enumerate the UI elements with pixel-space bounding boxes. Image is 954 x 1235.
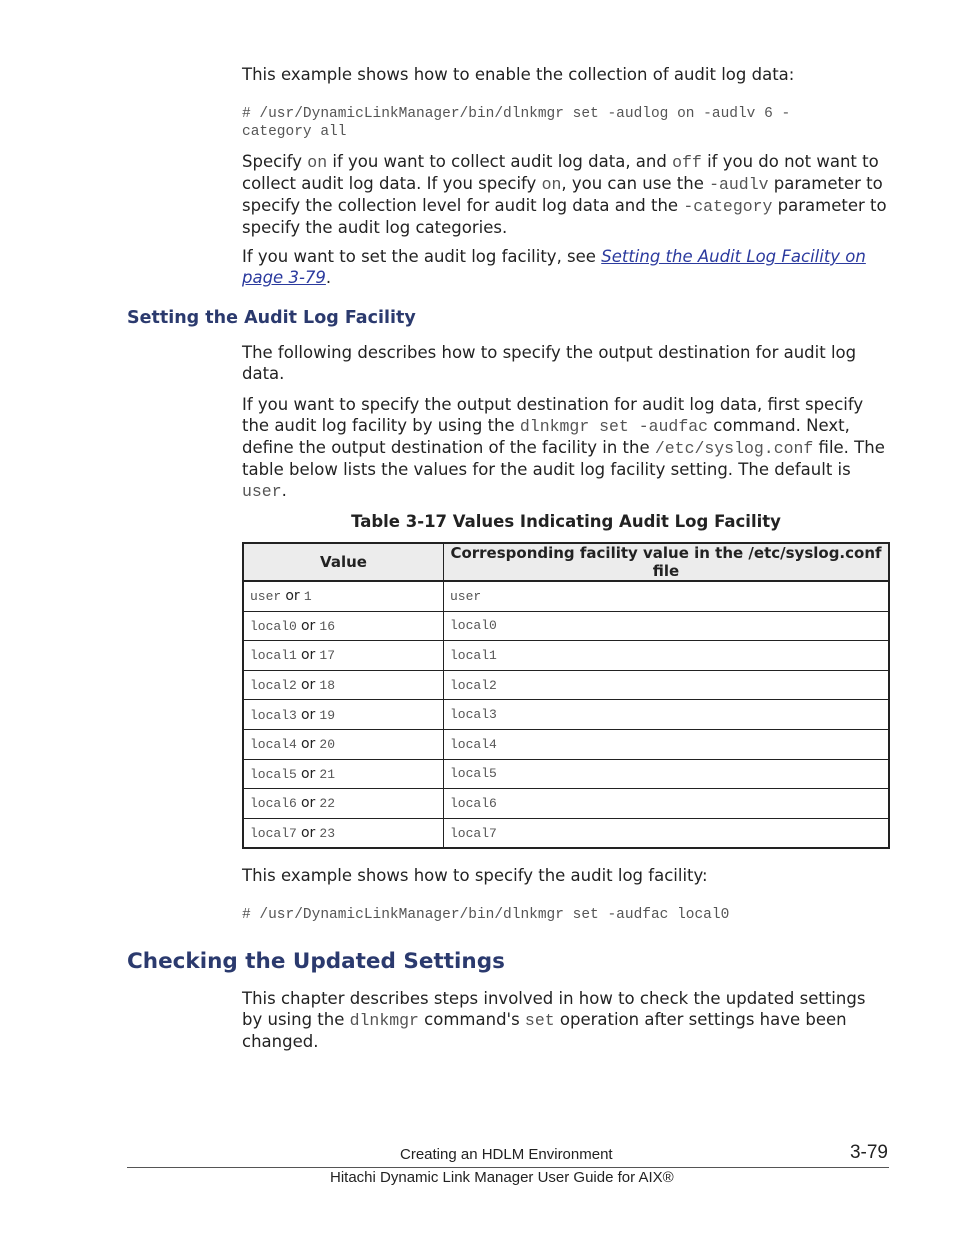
value-cell xyxy=(243,759,444,789)
text: command. Next, define the output destination of the facility in the xyxy=(242,416,850,457)
text: If you want to specify the output destination for audit log data, first specify the audit log facility by using the xyxy=(242,395,864,435)
facility-table xyxy=(242,542,890,849)
value-cell xyxy=(243,818,444,848)
text: parameter to specify the collection level for audit log data and the xyxy=(242,174,883,215)
footer-guide-title: Hitachi Dynamic Link Manager User Guide for AIX® xyxy=(330,1169,674,1186)
value-number: 23 xyxy=(319,826,336,842)
facility-value: user xyxy=(450,588,482,604)
text: file. The table below lists the values for the audit log facility setting. The default is xyxy=(242,438,885,479)
or-word: or xyxy=(300,706,316,723)
facility-reference-paragraph xyxy=(242,246,890,288)
facility-cell xyxy=(444,789,890,819)
facility-value: local1 xyxy=(450,647,497,663)
facility-para-1: The following describes how to specify the output destination for audit log data. xyxy=(242,343,857,383)
text: command's xyxy=(418,1010,525,1029)
facility-cell xyxy=(444,759,890,789)
value-cell xyxy=(243,789,444,819)
value-cell xyxy=(243,611,444,641)
facility-value: local3 xyxy=(450,707,497,723)
facility-cell xyxy=(444,700,890,730)
or-word: or xyxy=(285,588,300,605)
page-number: 3-79 xyxy=(849,1142,888,1163)
section-heading-audit-log-facility: Setting the Audit Log Facility xyxy=(127,308,416,328)
table-row xyxy=(243,789,889,819)
facility-value: local0 xyxy=(450,618,497,634)
facility-cell xyxy=(444,670,890,700)
table-header-row xyxy=(243,543,889,581)
value-number: 20 xyxy=(319,737,336,753)
text: parameter to specify the audit log categories. xyxy=(242,196,887,237)
table-caption: Table 3-17 Values Indicating Audit Log Facility xyxy=(351,512,781,531)
facility-value: local6 xyxy=(450,795,497,811)
column-header-facility: Corresponding facility value in the /etc/syslog.conf file xyxy=(444,543,890,581)
value-cell xyxy=(243,729,444,759)
value-name: local1 xyxy=(250,648,297,664)
facility-cell xyxy=(444,641,890,671)
value-cell xyxy=(243,641,444,671)
value-cell xyxy=(243,670,444,700)
value-name: local5 xyxy=(250,766,297,782)
code-user: user xyxy=(242,482,282,501)
or-word: or xyxy=(300,647,316,664)
table-row xyxy=(243,581,889,611)
value-name: local3 xyxy=(250,707,297,723)
value-number: 17 xyxy=(319,648,336,664)
text: if you do not want to collect audit log data. If you specify xyxy=(242,152,879,193)
facility-value: local4 xyxy=(450,736,497,752)
value-number: 22 xyxy=(319,796,336,812)
table-row xyxy=(243,700,889,730)
code-on: on xyxy=(307,153,328,172)
or-word: or xyxy=(300,825,316,842)
code-off: off xyxy=(672,153,702,172)
command-line-2: category all xyxy=(242,124,347,140)
value-name: local7 xyxy=(250,826,297,842)
section-heading-checking-updated-settings: Checking the Updated Settings xyxy=(127,949,505,974)
table-row xyxy=(243,611,889,641)
code-set: set xyxy=(524,1011,555,1030)
facility-example-text: This example shows how to specify the audit log facility: xyxy=(242,866,708,885)
facility-cell xyxy=(444,581,890,611)
text: . xyxy=(325,268,332,287)
or-word: or xyxy=(300,765,316,782)
specify-paragraph xyxy=(242,151,890,238)
or-word: or xyxy=(300,736,316,753)
value-number: 18 xyxy=(319,678,336,694)
table-row xyxy=(243,759,889,789)
value-cell xyxy=(243,581,444,611)
code-audlv: -audlv xyxy=(709,175,769,194)
value-name: local2 xyxy=(250,678,297,694)
code-on: on xyxy=(541,175,562,194)
value-number: 21 xyxy=(319,766,336,782)
checking-paragraph xyxy=(242,988,890,1052)
text: . xyxy=(281,481,287,500)
footer-divider xyxy=(127,1167,889,1168)
value-name: local0 xyxy=(250,618,297,634)
code-syslog-conf: /etc/syslog.conf xyxy=(654,439,814,458)
code-dlnkmgr: dlnkmgr xyxy=(349,1011,419,1030)
value-name: local4 xyxy=(250,737,297,753)
audlog-command xyxy=(242,105,790,141)
text: , you can use the xyxy=(561,174,710,193)
text: Specify xyxy=(242,152,308,171)
or-word: or xyxy=(300,677,316,694)
footer-chapter-title: Creating an HDLM Environment xyxy=(400,1146,613,1163)
facility-value: local2 xyxy=(450,677,497,693)
audfac-command: # /usr/DynamicLinkManager/bin/dlnkmgr set -audfac local0 xyxy=(242,907,730,923)
table-row xyxy=(243,818,889,848)
or-word: or xyxy=(300,617,316,634)
text: If you want to set the audit log facility, see xyxy=(242,247,602,266)
facility-para-2 xyxy=(242,394,890,502)
facility-cell xyxy=(444,611,890,641)
value-number: 1 xyxy=(303,589,312,605)
code-dlnkmgr-audfac: dlnkmgr set -audfac xyxy=(519,417,709,436)
or-word: or xyxy=(300,795,316,812)
table-row xyxy=(243,670,889,700)
facility-section-link[interactable]: Setting the Audit Log Facility on page 3-79 xyxy=(242,247,866,287)
command-line-1: # /usr/DynamicLinkManager/bin/dlnkmgr set -audlog on -audlv 6 - xyxy=(242,106,791,122)
column-header-value: Value xyxy=(243,543,444,581)
text: This chapter describes steps involved in how to check the updated settings by using the xyxy=(242,989,866,1029)
value-name: user xyxy=(250,589,282,605)
facility-value: local5 xyxy=(450,766,497,782)
value-cell xyxy=(243,700,444,730)
intro-example-text: This example shows how to enable the collection of audit log data: xyxy=(242,65,795,84)
facility-cell xyxy=(444,818,890,848)
value-name: local6 xyxy=(250,796,297,812)
value-number: 19 xyxy=(319,707,336,723)
text: operation after settings have been changed. xyxy=(242,1010,847,1051)
facility-cell xyxy=(444,729,890,759)
code-category: -category xyxy=(683,197,773,216)
table-row xyxy=(243,641,889,671)
table-row xyxy=(243,729,889,759)
facility-value: local7 xyxy=(450,825,497,841)
text: if you want to collect audit log data, and xyxy=(327,152,673,171)
value-number: 16 xyxy=(319,618,336,634)
